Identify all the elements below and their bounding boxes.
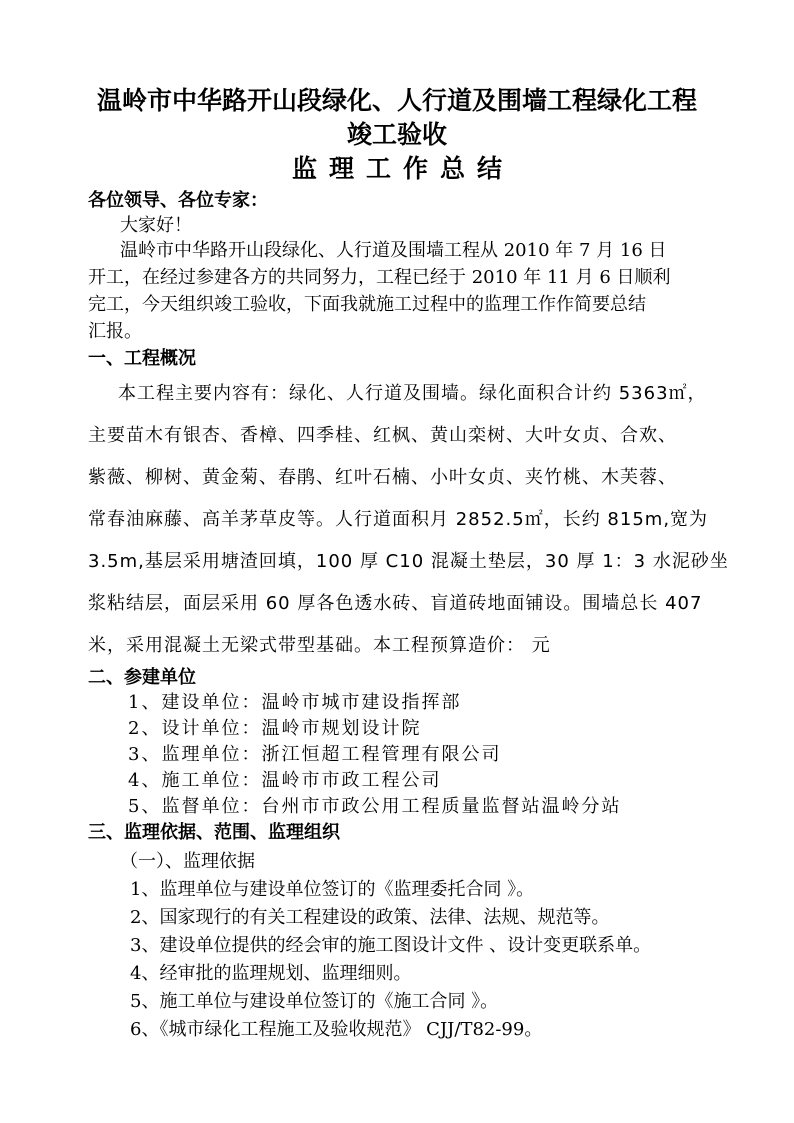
document-subtitle: 竣工验收 bbox=[346, 120, 447, 149]
greeting: 各位领导、各位专家： bbox=[88, 190, 268, 211]
overview-line: 浆粘结层，面层采用 60 厚各色透水砖、盲道砖地面铺设。围墙总长 407 bbox=[88, 593, 703, 614]
intro-line: 温岭市中华路开山段绿化、人行道及围墙工程从 2010 年 7 月 16 日 bbox=[120, 240, 667, 261]
overview-line: 本工程主要内容有：绿化、人行道及围墙。绿化面积合计约 5363㎡， bbox=[118, 383, 707, 404]
list-item: 4、施工单位：温岭市市政工程公司 bbox=[128, 770, 442, 791]
section-heading: 二、参建单位 bbox=[88, 667, 196, 688]
section-heading: 一、工程概况 bbox=[88, 348, 196, 369]
document-heading: 监理工作总结 bbox=[291, 154, 514, 183]
list-item: 1、建设单位：温岭市城市建设指挥部 bbox=[128, 692, 462, 713]
list-item: 4、经审批的监理规划、监理细则。 bbox=[130, 963, 412, 984]
intro-line: 完工，今天组织竣工验收，下面我就施工过程中的监理工作作简要总结 bbox=[88, 294, 646, 315]
list-item: 3、建设单位提供的经会审的施工图设计文件 、设计变更联系单。 bbox=[130, 935, 652, 956]
list-item: 6、《城市绿化工程施工及验收规范》 CJJ/T82-99。 bbox=[130, 1019, 543, 1040]
overview-line: 紫薇、柳树、黄金菊、春鹃、红叶石楠、小叶女贞、夹竹桃、木芙蓉、 bbox=[88, 467, 677, 488]
intro-line: 开工，在经过参建各方的共同努力，工程已经于 2010 年 11 月 6 日顺利 bbox=[88, 267, 671, 288]
sub-heading: （一）、监理依据 bbox=[120, 851, 255, 872]
overview-line: 常春油麻藤、高羊茅草皮等。人行道面积月 2852.5㎡，长约 815m,宽为 bbox=[88, 509, 709, 530]
list-item: 2、设计单位：温岭市规划设计院 bbox=[128, 718, 422, 739]
list-item: 3、监理单位：浙江恒超工程管理有限公司 bbox=[128, 744, 502, 765]
hello: 大家好！ bbox=[120, 215, 192, 236]
list-item: 2、国家现行的有关工程建设的政策、法律、法规、规范等。 bbox=[130, 907, 610, 928]
list-item: 5、施工单位与建设单位签订的《施工合同 》。 bbox=[130, 991, 499, 1012]
list-item: 1、监理单位与建设单位签订的《监理委托合同 》。 bbox=[130, 879, 535, 900]
overview-line: 3.5m,基层采用塘渣回填，100 厚 C10 混凝土垫层，30 厚 1：3 水泥砂坐 bbox=[88, 551, 729, 572]
list-item: 5、监督单位：台州市市政公用工程质量监督站温岭分站 bbox=[128, 796, 622, 817]
document-title: 温岭市中华路开山段绿化、人行道及围墙工程绿化工程 bbox=[96, 86, 697, 115]
overview-line: 主要苗木有银杏、香樟、四季桂、红枫、黄山栾树、大叶女贞、合欢、 bbox=[88, 425, 677, 446]
section-heading: 三、监理依据、范围、监理组织 bbox=[88, 822, 340, 843]
intro-line: 汇报。 bbox=[88, 321, 142, 342]
overview-line: 米，采用混凝土无梁式带型基础。本工程预算造价： 元 bbox=[88, 635, 551, 656]
